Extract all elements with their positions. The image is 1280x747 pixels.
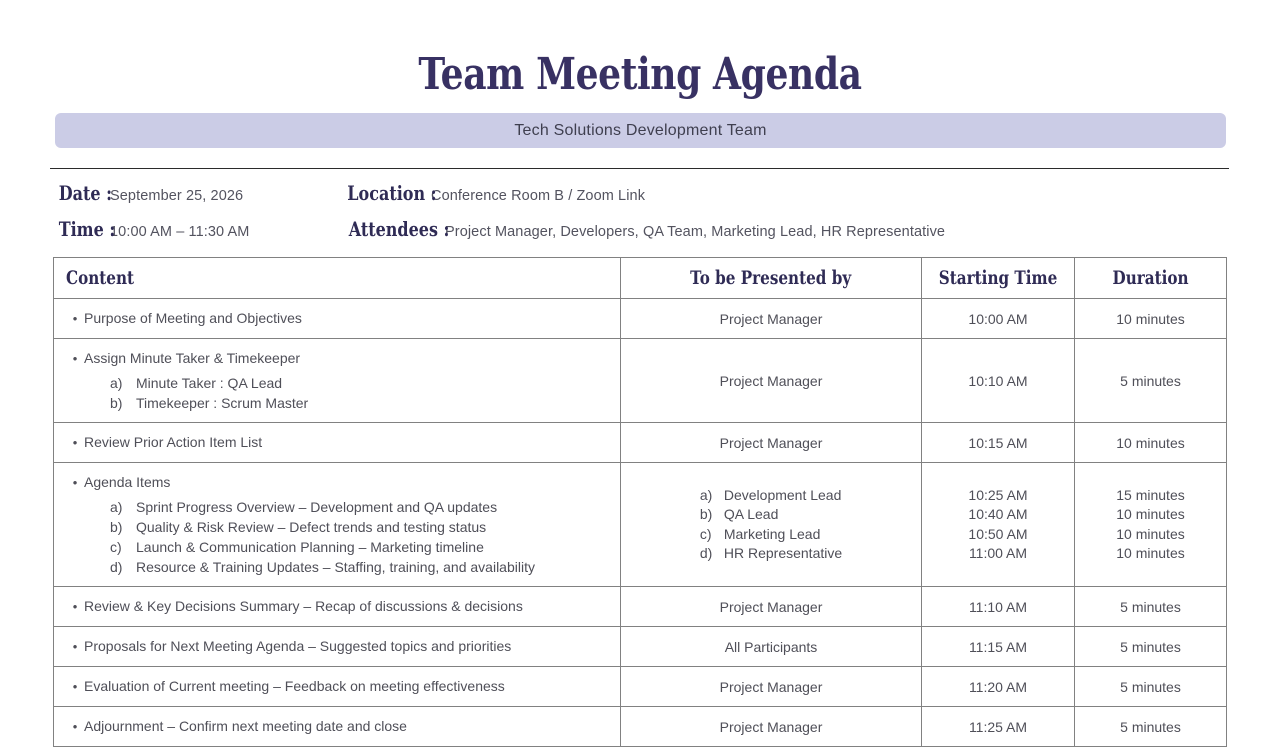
table-body: [54, 299, 1227, 747]
column-header-duration: Duration: [1075, 258, 1227, 299]
subtitle-text: Tech Solutions Development Team: [514, 122, 767, 139]
agenda-item-text: Review & Key Decisions Summary – Recap of discussions & decisions: [84, 598, 523, 614]
duration-value: 15 minutes: [1116, 486, 1185, 503]
table-row: [54, 299, 1227, 339]
sub-item-marker: d): [110, 559, 123, 575]
agenda-sub-list: [66, 373, 610, 413]
agenda-bullet-line: [66, 432, 610, 453]
time-label: Time :: [58, 217, 116, 241]
presenter-text: Project Manager: [719, 718, 823, 735]
duration-value: 10 minutes: [1116, 506, 1185, 522]
cell-duration: [1075, 299, 1227, 339]
sub-item-text: Timekeeper : Scrum Master: [136, 395, 309, 411]
presenter-sub-text: Marketing Lead: [723, 525, 821, 542]
cell-starting-time: [922, 587, 1075, 627]
bullet-icon: •: [72, 679, 78, 694]
table-row: [54, 707, 1227, 747]
bullet-icon: •: [72, 475, 78, 490]
presenter-sub-marker: c): [699, 525, 712, 542]
starting-time-value: 10:15 AM: [968, 434, 1028, 451]
duration-value: 5 minutes: [1120, 598, 1181, 615]
agenda-sub-item: [66, 517, 610, 537]
table-row: [54, 667, 1227, 707]
cell-presenter: [621, 627, 922, 667]
cell-starting-time: [922, 627, 1075, 667]
cell-content: [54, 587, 621, 627]
agenda-item-text: Agenda Items: [84, 474, 171, 490]
column-header-content: Content: [54, 258, 621, 299]
metadata-row-location: [338, 181, 1238, 217]
time-value: 10:00 AM – 11:30 AM: [110, 224, 250, 240]
starting-time-value: 10:25 AM: [968, 486, 1028, 503]
bullet-icon: •: [72, 311, 78, 326]
cell-starting-time: [922, 299, 1075, 339]
cell-content: [54, 423, 621, 463]
cell-starting-time: [922, 707, 1075, 747]
cell-duration: [1075, 587, 1227, 627]
location-label: Location :: [347, 181, 437, 205]
presenter-sub-text: Development Lead: [723, 486, 842, 503]
agenda-sub-list: [66, 497, 610, 577]
bullet-icon: •: [72, 435, 78, 450]
cell-content: [54, 299, 621, 339]
sub-item-marker: c): [110, 539, 122, 555]
table-row: [54, 339, 1227, 423]
sub-item-marker: b): [110, 519, 123, 535]
presenter-sub-marker: a): [699, 486, 713, 503]
agenda-bullet-line: [66, 348, 610, 369]
date-value: September 25, 2026: [110, 188, 244, 204]
cell-presenter: [621, 667, 922, 707]
agenda-table: [53, 257, 1227, 747]
duration-value: 5 minutes: [1120, 638, 1181, 655]
table-row: [54, 587, 1227, 627]
agenda-item-text: Proposals for Next Meeting Agenda – Suggested topics and priorities: [84, 638, 512, 654]
sub-item-marker: a): [110, 499, 123, 515]
agenda-bullet-line: [66, 472, 610, 493]
cell-duration: [1075, 627, 1227, 667]
bullet-icon: •: [72, 719, 78, 734]
metadata-row-attendees: [338, 217, 1238, 253]
sub-item-marker: b): [110, 395, 123, 411]
agenda-item-text: Evaluation of Current meeting – Feedback on meeting effectiveness: [84, 678, 505, 694]
subtitle-band: [55, 113, 1226, 148]
agenda-bullet-line: [66, 596, 610, 617]
cell-duration: [1075, 339, 1227, 423]
cell-content: [54, 707, 621, 747]
cell-starting-time: [922, 423, 1075, 463]
metadata-right-column: [338, 181, 1238, 253]
agenda-item-text: Review Prior Action Item List: [84, 434, 263, 450]
agenda-sub-item: [66, 373, 610, 393]
starting-time-value: 10:40 AM: [968, 506, 1028, 522]
presenter-text: Project Manager: [719, 310, 823, 327]
starting-time-value: 10:50 AM: [968, 525, 1028, 542]
presenter-sub-text: HR Representative: [723, 545, 843, 561]
cell-content: [54, 339, 621, 423]
metadata-row-date: [53, 181, 343, 217]
cell-presenter: [621, 587, 922, 627]
presenter-text: Project Manager: [719, 678, 823, 695]
agenda-bullet-line: [66, 636, 610, 657]
cell-content: [54, 627, 621, 667]
cell-presenter: [621, 707, 922, 747]
bullet-icon: •: [72, 599, 78, 614]
column-header-presenter: To be Presented by: [621, 258, 922, 299]
table-row: [54, 463, 1227, 587]
cell-duration: [1075, 707, 1227, 747]
presenter-text: Project Manager: [719, 434, 823, 451]
cell-starting-time: [922, 667, 1075, 707]
table-row: [54, 627, 1227, 667]
duration-value: 10 minutes: [1116, 525, 1185, 542]
duration-value: 10 minutes: [1116, 434, 1185, 451]
table-row: [54, 423, 1227, 463]
meeting-metadata: [53, 181, 1233, 251]
cell-content: [54, 667, 621, 707]
sub-item-text: Minute Taker : QA Lead: [136, 375, 283, 391]
cell-presenter: [621, 299, 922, 339]
presenter-sub-marker: d): [699, 545, 713, 561]
presenter-text: Project Manager: [719, 372, 823, 389]
cell-presenter: [621, 339, 922, 423]
presenter-text: All Participants: [724, 638, 818, 655]
cell-presenter: [621, 463, 922, 587]
bullet-icon: •: [72, 351, 78, 366]
starting-time-value: 10:10 AM: [968, 372, 1028, 389]
starting-time-value: 11:00 AM: [968, 545, 1028, 561]
starting-time-value: 11:20 AM: [968, 678, 1028, 695]
sub-item-text: Launch & Communication Planning – Marketing timeline: [136, 539, 484, 555]
starting-time-value: 10:00 AM: [968, 310, 1028, 327]
cell-duration: [1075, 423, 1227, 463]
duration-value: 5 minutes: [1120, 718, 1181, 735]
cell-presenter: [621, 423, 922, 463]
agenda-bullet-line: [66, 308, 610, 329]
duration-value: 10 minutes: [1116, 310, 1185, 327]
starting-time-stack: [928, 486, 1068, 564]
presenter-sub-text: QA Lead: [723, 506, 779, 522]
sub-item-text: Resource & Training Updates – Staffing, training, and availability: [136, 559, 535, 575]
metadata-row-time: [53, 217, 343, 253]
presenter-sub-item: [700, 505, 842, 525]
date-label: Date :: [58, 181, 112, 205]
sub-item-text: Sprint Progress Overview – Development and QA updates: [136, 499, 498, 515]
header-divider-rule: [50, 168, 1229, 169]
cell-duration: [1075, 463, 1227, 587]
duration-value: 10 minutes: [1116, 545, 1185, 561]
presenter-sub-item: [700, 544, 842, 564]
presenter-text: Project Manager: [719, 598, 823, 615]
attendees-label: Attendees :: [348, 217, 450, 241]
attendees-value: Project Manager, Developers, QA Team, Marketing Lead, HR Representative: [445, 224, 946, 240]
presenter-sub-item: [700, 486, 842, 506]
sub-item-marker: a): [110, 375, 123, 391]
cell-content: [54, 463, 621, 587]
agenda-bullet-line: [66, 676, 610, 697]
cell-starting-time: [922, 463, 1075, 587]
duration-stack: [1081, 486, 1220, 564]
agenda-item-text: Assign Minute Taker & Timekeeper: [84, 350, 301, 366]
agenda-sub-item: [66, 497, 610, 517]
location-value: Conference Room B / Zoom Link: [431, 188, 646, 204]
agenda-sub-item: [66, 537, 610, 557]
duration-value: 5 minutes: [1120, 678, 1181, 695]
agenda-bullet-line: [66, 716, 610, 737]
cell-duration: [1075, 667, 1227, 707]
cell-starting-time: [922, 339, 1075, 423]
metadata-left-column: [53, 181, 343, 253]
sub-item-text: Quality & Risk Review – Defect trends and testing status: [136, 519, 487, 535]
presenter-sub-list: [700, 486, 842, 564]
starting-time-value: 11:15 AM: [968, 638, 1028, 655]
starting-time-value: 11:25 AM: [968, 718, 1028, 735]
agenda-item-text: Adjournment – Confirm next meeting date and close: [84, 718, 407, 734]
table-header-row: [54, 258, 1227, 299]
column-header-starting-time: Starting Time: [922, 258, 1075, 299]
agenda-sub-item: [66, 393, 610, 413]
starting-time-value: 11:10 AM: [968, 598, 1028, 615]
agenda-sub-item: [66, 557, 610, 577]
presenter-sub-marker: b): [699, 506, 713, 522]
agenda-item-text: Purpose of Meeting and Objectives: [84, 310, 302, 326]
duration-value: 5 minutes: [1120, 372, 1181, 389]
presenter-sub-item: [700, 525, 842, 545]
bullet-icon: •: [72, 639, 78, 654]
table-header: [54, 258, 1227, 299]
page-title: Team Meeting Agenda: [418, 49, 862, 100]
